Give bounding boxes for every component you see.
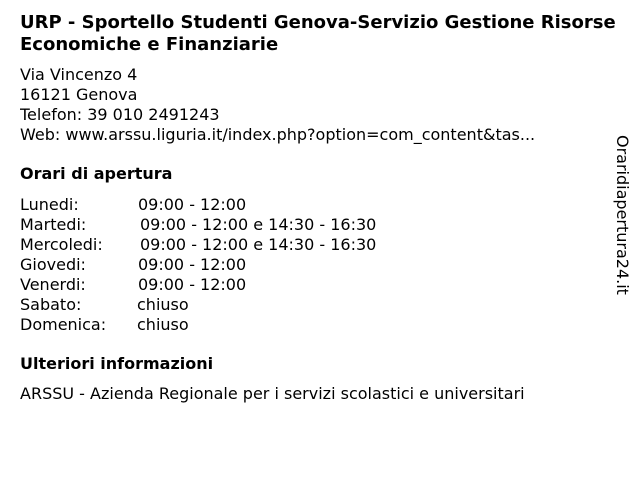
- day-label: Sabato:: [20, 295, 82, 314]
- hours-row-giovedi: [20, 255, 580, 275]
- website-link[interactable]: Web: www.arssu.liguria.it/index.php?option=com_content&tas...: [20, 125, 536, 144]
- street-address: Via Vincenzo 4: [20, 65, 138, 84]
- opening-hours-heading: Orari di apertura: [20, 164, 173, 183]
- brand-watermark: Oraridiapertura24.it: [613, 135, 632, 295]
- time-value: 09:00 - 12:00: [138, 275, 247, 294]
- office-title: URP - Sportello Studenti Genova-Servizio Gestione Risorse Economiche e Finanziarie: [20, 12, 616, 55]
- time-value: chiuso: [137, 295, 189, 314]
- opening-hours-table: [20, 195, 580, 335]
- contact-block: [20, 65, 600, 145]
- time-value: 09:00 - 12:00 e 14:30 - 16:30: [140, 215, 377, 234]
- hours-row-martedi: [20, 215, 580, 235]
- time-value: chiuso: [137, 315, 189, 334]
- hours-row-mercoledi: [20, 235, 580, 255]
- day-label: Giovedi:: [20, 255, 86, 274]
- city-postcode: 16121 Genova: [20, 85, 138, 104]
- hours-row-sabato: [20, 295, 580, 315]
- more-info-text: ARSSU - Azienda Regionale per i servizi scolastici e universitari: [20, 384, 525, 403]
- more-info-heading: Ulteriori informazioni: [20, 354, 214, 373]
- hours-row-domenica: [20, 315, 580, 335]
- time-value: 09:00 - 12:00 e 14:30 - 16:30: [140, 235, 377, 254]
- day-label: Mercoledi:: [20, 235, 103, 254]
- day-label: Martedi:: [20, 215, 87, 234]
- day-label: Lunedi:: [20, 195, 79, 214]
- phone-number: Telefon: 39 010 2491243: [20, 105, 220, 124]
- time-value: 09:00 - 12:00: [138, 255, 247, 274]
- hours-row-venerdi: [20, 275, 580, 295]
- hours-row-lunedi: [20, 195, 580, 215]
- time-value: 09:00 - 12:00: [138, 195, 247, 214]
- day-label: Domenica:: [20, 315, 107, 334]
- day-label: Venerdi:: [20, 275, 86, 294]
